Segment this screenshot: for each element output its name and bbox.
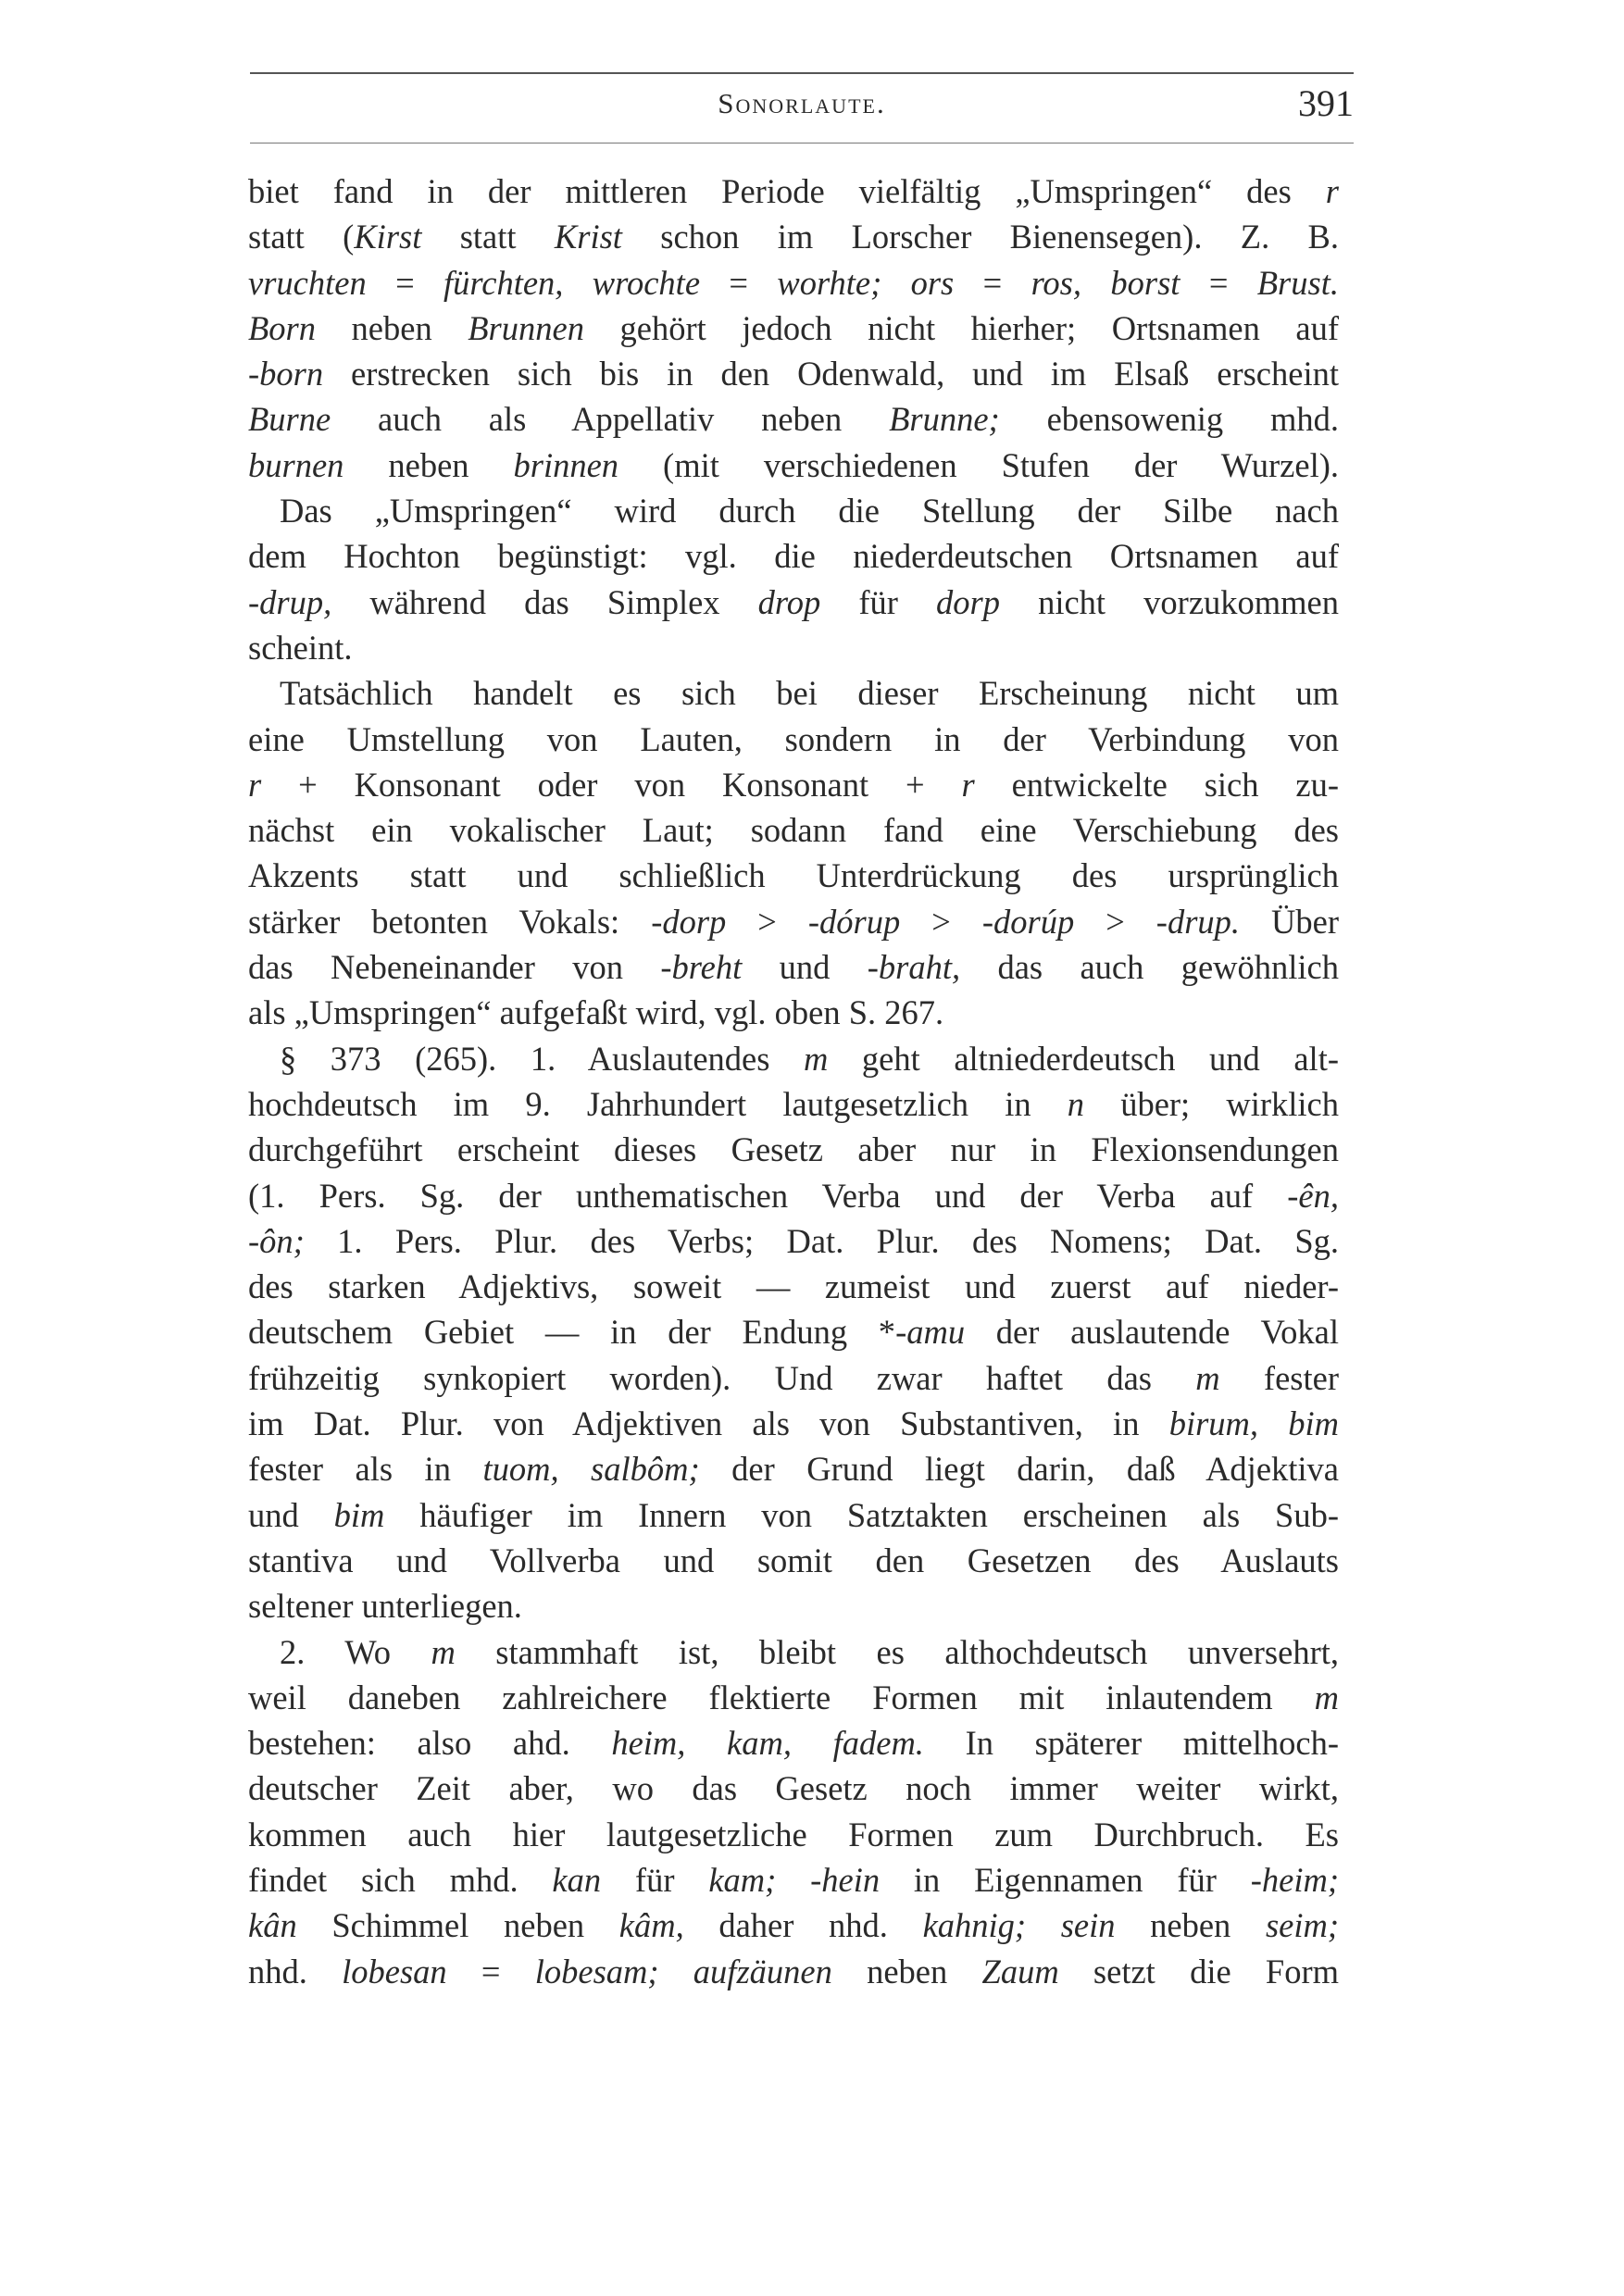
- italic-term: Burne: [248, 400, 331, 439]
- text-run: (mit verschiedenen Stufen der Wurzel).: [618, 445, 1339, 484]
- text-run: und: [248, 1495, 334, 1534]
- text-run: bestehen: also ahd.: [248, 1724, 612, 1763]
- text-run: [1081, 264, 1110, 302]
- text-run: erstrecken sich bis in den Odenwald, und im Elsaß erscheint: [323, 355, 1339, 393]
- text-run: fester: [1219, 1358, 1339, 1397]
- text-run: Akzents statt und schließlich Unterdrückung des ursprünglich: [248, 856, 1339, 895]
- italic-term: born: [259, 355, 324, 393]
- italic-term: fürchten, wrochte: [443, 263, 701, 302]
- italic-term: -breht: [660, 948, 743, 987]
- italic-term: kam; -hein: [708, 1860, 881, 1899]
- text-line: [248, 1036, 1339, 1081]
- text-run: das Nebeneinander von: [248, 948, 661, 987]
- text-line: [248, 1173, 1339, 1218]
- italic-term: m: [431, 1632, 456, 1671]
- text-line: [248, 1857, 1339, 1903]
- text-run: auch als Appellativ neben: [331, 400, 890, 439]
- text-line: [248, 1127, 1339, 1172]
- italic-term: tuom, salbôm;: [482, 1450, 700, 1489]
- text-run: dem Hochton begünstigt: vgl. die niederdeutschen Ortsnamen auf: [248, 537, 1339, 576]
- italic-term: dorp: [936, 582, 1000, 621]
- italic-term: vruchten: [248, 263, 367, 302]
- italic-term: Krist: [554, 218, 622, 256]
- italic-term: lobesam; aufzäunen: [534, 1952, 832, 1990]
- italic-term: -heim;: [1250, 1860, 1339, 1899]
- italic-term: r: [248, 765, 262, 804]
- text-line: [248, 853, 1339, 898]
- text-run: in Eigennamen für: [880, 1860, 1251, 1899]
- text-run: findet sich mhd.: [248, 1860, 553, 1899]
- italic-term: borst: [1110, 263, 1181, 302]
- italic-term: m: [1195, 1358, 1220, 1397]
- body-text: [248, 168, 1339, 1994]
- text-run: daher nhd.: [683, 1906, 923, 1945]
- italic-term: drup,: [259, 582, 332, 621]
- text-line: [248, 1812, 1339, 1857]
- text-line: [248, 625, 1339, 670]
- italic-term: seim;: [1265, 1906, 1339, 1945]
- italic-term: heim, kam, fadem.: [611, 1724, 924, 1763]
- text-line: [248, 306, 1339, 351]
- text-line: [248, 670, 1339, 716]
- text-run: 1. Pers. Plur. des Verbs; Dat. Plur. des Nomens; Dat. Sg.: [304, 1221, 1339, 1260]
- header-bottom-rule: [250, 143, 1354, 144]
- italic-term: ros,: [1031, 263, 1082, 302]
- italic-term: kân: [248, 1906, 297, 1945]
- text-run: seltener unterliegen.: [248, 1587, 522, 1626]
- text-run: eine Umstellung von Lauten, sondern in der Verbindung von: [248, 719, 1339, 758]
- italic-term: -braht,: [867, 948, 961, 987]
- italic-term: -amu: [895, 1313, 966, 1352]
- text-run: für: [601, 1860, 709, 1899]
- italic-term: m: [1314, 1678, 1339, 1716]
- italic-term: drop: [757, 582, 821, 621]
- text-run: + Konsonant oder von Konsonant +: [261, 765, 962, 804]
- text-run: >: [1074, 902, 1156, 941]
- italic-term: worhte; ors: [777, 263, 955, 302]
- text-line: [248, 944, 1339, 990]
- text-run: hochdeutsch im 9. Jahrhundert lautgesetzlich in: [248, 1084, 1068, 1123]
- text-line: [248, 533, 1339, 579]
- text-run: -: [248, 355, 260, 393]
- text-run: stärker betonten Vokals:: [248, 902, 652, 941]
- text-run: statt: [421, 218, 555, 256]
- text-run: deutscher Zeit aber, wo das Gesetz noch immer weiter wirkt,: [248, 1769, 1339, 1808]
- text-run: geht altniederdeutsch und alt-: [828, 1039, 1339, 1078]
- text-run: gehört jedoch nicht hierher; Ortsnamen auf: [583, 308, 1339, 347]
- text-run: Das „Umspringen“ wird durch die Stellung der Silbe nach: [280, 492, 1339, 530]
- italic-term: lobesan: [342, 1952, 447, 1990]
- text-run: das auch gewöhnlich: [960, 948, 1339, 987]
- italic-term: burnen: [248, 445, 344, 484]
- italic-term: -ên,: [1287, 1176, 1339, 1215]
- italic-term: kâm,: [618, 1906, 684, 1945]
- text-line: [248, 1903, 1339, 1948]
- text-run: -: [248, 582, 260, 621]
- text-run: nächst ein vokalischer Laut; sodann fand eine Verschiebung des: [248, 811, 1339, 850]
- text-line: [248, 351, 1339, 396]
- text-line: [248, 1675, 1339, 1720]
- text-run: neben: [316, 308, 468, 347]
- text-run: =: [700, 263, 778, 302]
- text-run: im Dat. Plur. von Adjektiven als von Substantiven, in: [248, 1404, 1169, 1443]
- text-line: [248, 990, 1339, 1035]
- text-line: [248, 717, 1339, 762]
- text-run: (1. Pers. Sg. der unthematischen Verba und der Verba auf: [248, 1176, 1288, 1215]
- italic-term: -ôn;: [248, 1221, 305, 1260]
- text-run: In späterer mittelhoch-: [923, 1724, 1339, 1763]
- text-run: statt (: [248, 218, 355, 256]
- text-run: schon im Lorscher Bienensegen). Z. B.: [621, 218, 1339, 256]
- text-line: [248, 396, 1339, 442]
- text-run: für: [820, 582, 937, 621]
- text-line: [248, 762, 1339, 807]
- text-run: Schimmel neben: [296, 1906, 619, 1945]
- text-run: neben: [831, 1952, 982, 1990]
- text-line: [248, 1538, 1339, 1583]
- italic-term: Zaum: [981, 1952, 1059, 1990]
- text-line: [248, 1492, 1339, 1538]
- text-line: [248, 1401, 1339, 1446]
- italic-term: Brust.: [1256, 263, 1339, 302]
- text-run: entwickelte sich zu-: [974, 765, 1339, 804]
- italic-term: Brunnen: [468, 308, 584, 347]
- text-run: =: [954, 263, 1031, 302]
- text-run: deutschem Gebiet — in der Endung *: [248, 1313, 896, 1352]
- text-line: [248, 1583, 1339, 1628]
- text-line: [248, 1081, 1339, 1127]
- text-run: >: [900, 902, 982, 941]
- text-run: stantiva und Vollverba und somit den Gesetzen des Auslauts: [248, 1541, 1339, 1579]
- italic-term: Kirst: [354, 218, 422, 256]
- text-line: [248, 443, 1339, 488]
- text-run: des starken Adjektivs, soweit — zumeist und zuerst auf nieder-: [248, 1267, 1339, 1306]
- text-line: [248, 1720, 1339, 1766]
- text-run: als „Umspringen“ aufgefaßt wird, vgl. oben S. 267.: [248, 993, 944, 1032]
- text-line: [248, 260, 1339, 306]
- italic-term: Born: [248, 308, 316, 347]
- text-line: [248, 1446, 1339, 1491]
- text-line: [248, 214, 1339, 259]
- text-run: >: [726, 902, 808, 941]
- text-run: durchgeführt erscheint dieses Gesetz aber nur in Flexionsendungen: [248, 1130, 1339, 1169]
- italic-term: -dórup: [807, 902, 901, 941]
- text-run: neben: [1115, 1906, 1266, 1945]
- italic-term: n: [1067, 1084, 1085, 1123]
- text-run: biet fand in der mittleren Periode vielfältig „Umspringen“ des: [248, 172, 1326, 210]
- text-run: nicht vorzukommen: [999, 582, 1339, 621]
- italic-term: birum, bim: [1168, 1404, 1339, 1443]
- italic-term: -dorúp: [981, 902, 1075, 941]
- text-line: [248, 899, 1339, 944]
- text-line: [248, 1309, 1339, 1354]
- text-run: weil daneben zahlreichere flektierte Formen mit inlautendem: [248, 1678, 1315, 1716]
- italic-term: kan: [552, 1860, 602, 1899]
- text-run: Über: [1240, 902, 1339, 941]
- text-run: =: [1180, 263, 1257, 302]
- text-run: =: [446, 1952, 535, 1990]
- header-top-rule: [250, 72, 1354, 74]
- italic-term: m: [804, 1039, 829, 1078]
- italic-term: -dorp: [651, 902, 727, 941]
- text-run: 2. Wo: [280, 1632, 431, 1671]
- text-run: ebensowenig mhd.: [999, 400, 1339, 439]
- text-run: kommen auch hier lautgesetzliche Formen zum Durchbruch. Es: [248, 1815, 1339, 1853]
- text-line: [248, 807, 1339, 853]
- text-run: scheint.: [248, 628, 353, 667]
- running-head: [250, 81, 1354, 124]
- text-run: während das Simplex: [331, 582, 758, 621]
- text-run: =: [366, 263, 444, 302]
- text-run: über; wirklich: [1084, 1084, 1339, 1123]
- text-run: stammhaft ist, bleibt es althochdeutsch unversehrt,: [455, 1632, 1339, 1671]
- italic-term: r: [1325, 172, 1339, 210]
- text-run: setzt die Form: [1058, 1952, 1339, 1990]
- text-line: [248, 1949, 1339, 1994]
- text-run: der auslautende Vokal: [965, 1313, 1339, 1352]
- italic-term: -drup.: [1156, 902, 1241, 941]
- text-line: [248, 1355, 1339, 1401]
- text-run: und: [742, 948, 868, 987]
- text-run: § 373 (265). 1. Auslautendes: [280, 1039, 804, 1078]
- text-line: [248, 1766, 1339, 1811]
- running-head-title: Sonorlaute.: [718, 87, 886, 119]
- text-run: nhd.: [248, 1952, 343, 1990]
- text-run: der Grund liegt darin, daß Adjektiva: [699, 1450, 1339, 1489]
- text-run: häufiger im Innern von Satztakten erscheinen als Sub-: [384, 1495, 1339, 1534]
- text-line: [248, 488, 1339, 533]
- italic-term: bim: [333, 1495, 385, 1534]
- italic-term: r: [961, 765, 975, 804]
- text-run: fester als in: [248, 1450, 483, 1489]
- text-line: [248, 1629, 1339, 1675]
- text-run: Tatsächlich handelt es sich bei dieser Erscheinung nicht um: [280, 674, 1339, 713]
- page-number: 391: [1298, 82, 1354, 124]
- text-line: [248, 580, 1339, 625]
- italic-term: Brunne;: [889, 400, 1000, 439]
- text-run: frühzeitig synkopiert worden). Und zwar haftet das: [248, 1358, 1196, 1397]
- text-line: [248, 1218, 1339, 1264]
- italic-term: brinnen: [513, 445, 619, 484]
- text-line: [248, 1264, 1339, 1309]
- italic-term: kahnig; sein: [922, 1906, 1116, 1945]
- text-line: [248, 168, 1339, 214]
- text-run: neben: [344, 445, 514, 484]
